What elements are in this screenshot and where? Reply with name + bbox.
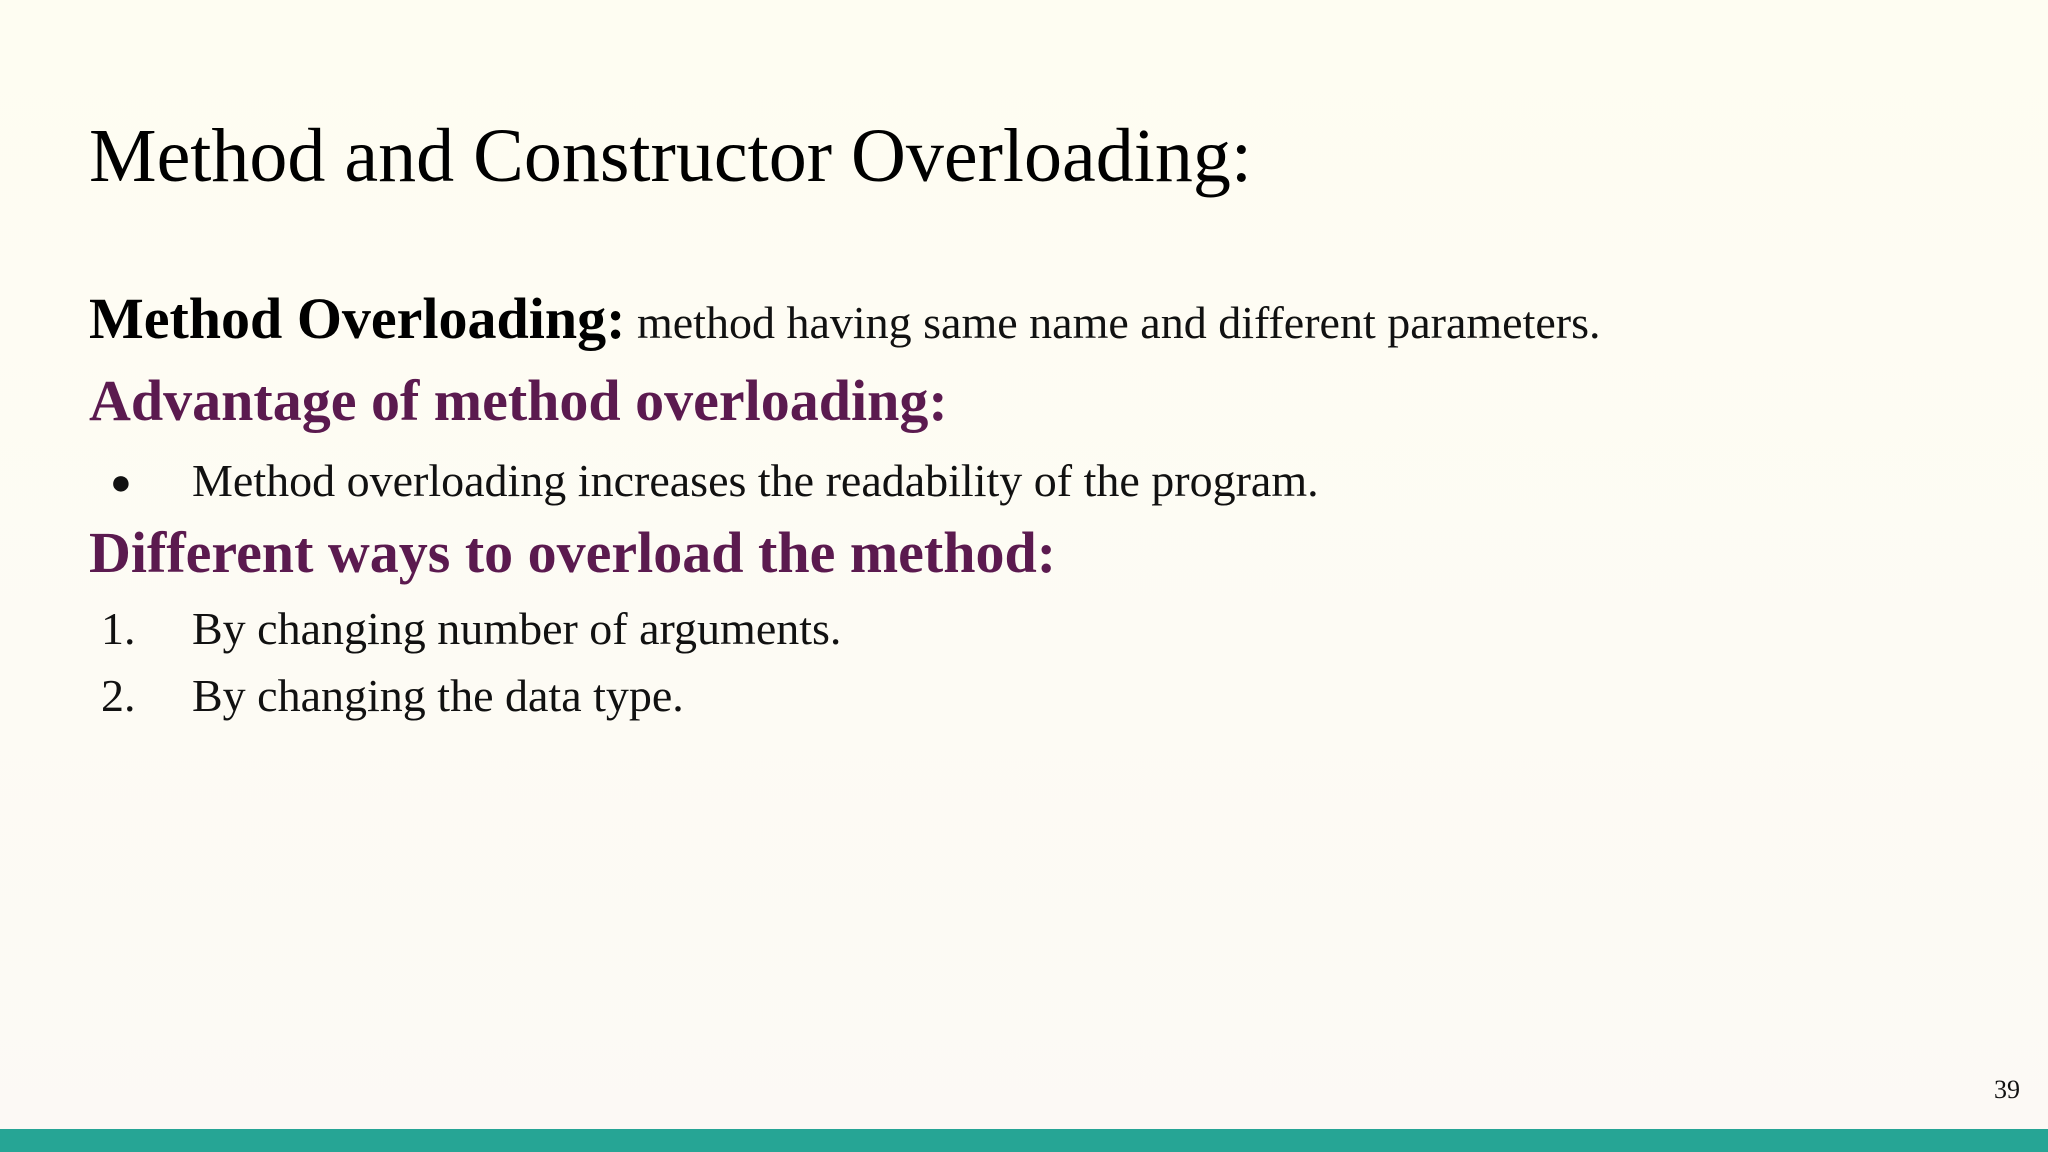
list-number: 2.	[101, 670, 136, 721]
list-item-text: Method overloading increases the readability of the program.	[192, 455, 1319, 506]
advantage-heading: Advantage of method overloading:	[89, 368, 948, 433]
page-number: 39	[1994, 1075, 2020, 1104]
ways-heading: Different ways to overload the method:	[89, 520, 1057, 585]
list-item-text: By changing number of arguments.	[192, 603, 842, 654]
list-item-text: By changing the data type.	[192, 670, 684, 721]
definition-description: method having same name and different parameters.	[636, 297, 1601, 348]
list-number: 1.	[101, 603, 136, 654]
footer-bar	[0, 1129, 2048, 1152]
slide-title: Method and Constructor Overloading:	[89, 114, 1253, 198]
definition-term: Method Overloading:	[89, 286, 626, 351]
bullet-icon: ●	[110, 462, 132, 502]
definition-line	[89, 286, 1601, 351]
